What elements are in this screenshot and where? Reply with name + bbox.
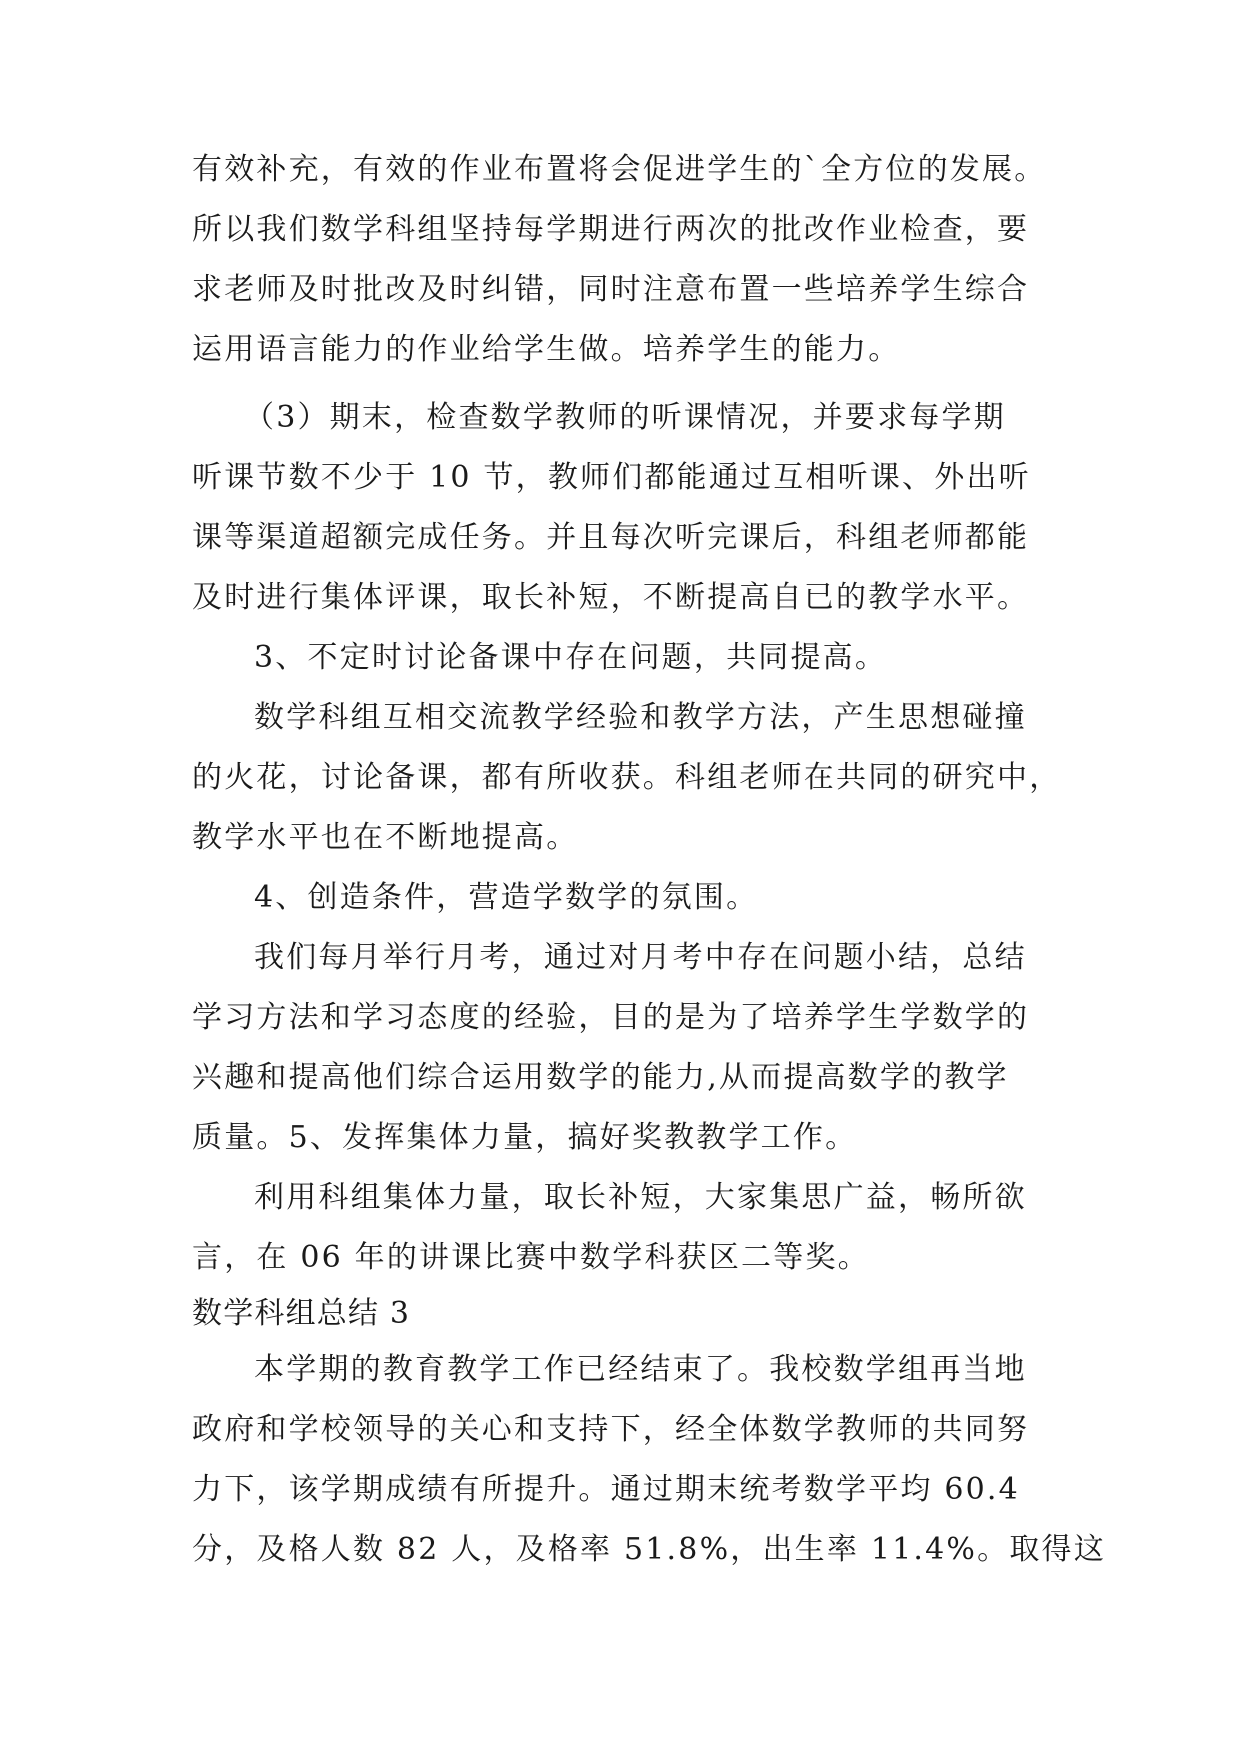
- paragraph-line: 4、创造条件，营造学数学的氛围。: [254, 880, 759, 915]
- paragraph-line: 政府和学校领导的关心和支持下，经全体数学教师的共同努: [192, 1412, 1030, 1447]
- paragraph-line: （3）期末，检查数学教师的听课情况，并要求每学期: [244, 400, 1006, 435]
- paragraph-line: 质量。5、发挥集体力量，搞好奖教教学工作。: [192, 1120, 858, 1155]
- paragraph-line: 学习方法和学习态度的经验，目的是为了培养学生学数学的: [192, 1000, 1030, 1035]
- paragraph-line: 教学水平也在不断地提高。: [192, 820, 579, 855]
- paragraph-line: 分，及格人数 82 人，及格率 51.8%，出生率 11.4%。取得这: [192, 1532, 1106, 1567]
- paragraph-line: 有效补充，有效的作业布置将会促进学生的`全方位的发展。: [192, 152, 1047, 187]
- paragraph-line: 数学科组互相交流教学经验和教学方法，产生思想碰撞: [254, 700, 1027, 735]
- paragraph-line: 我们每月举行月考，通过对月考中存在问题小结，总结: [254, 940, 1027, 975]
- paragraph-line: 本学期的教育教学工作已经结束了。我校数学组再当地: [254, 1352, 1027, 1387]
- paragraph-line: 课等渠道超额完成任务。并且每次听完课后，科组老师都能: [192, 520, 1030, 555]
- paragraph-line: 利用科组集体力量，取长补短，大家集思广益，畅所欲: [254, 1180, 1027, 1215]
- paragraph-line: 所以我们数学科组坚持每学期进行两次的批改作业检查，要: [192, 212, 1030, 247]
- paragraph-line: 的火花，讨论备课，都有所收获。科组老师在共同的研究中，: [192, 760, 1062, 795]
- paragraph-line: 及时进行集体评课，取长补短，不断提高自已的教学水平。: [192, 580, 1030, 615]
- section-heading: 数学科组总结 3: [192, 1296, 411, 1331]
- paragraph-line: 运用语言能力的作业给学生做。培养学生的能力。: [192, 332, 901, 367]
- paragraph-line: 力下，该学期成绩有所提升。通过期末统考数学平均 60.4: [192, 1472, 1020, 1507]
- paragraph-line: 兴趣和提高他们综合运用数学的能力,从而提高数学的教学: [192, 1060, 1009, 1095]
- paragraph-line: 3、不定时讨论备课中存在问题，共同提高。: [254, 640, 888, 675]
- paragraph-line: 求老师及时批改及时纠错，同时注意布置一些培养学生综合: [192, 272, 1030, 307]
- paragraph-line: 言，在 06 年的讲课比赛中数学科获区二等奖。: [192, 1240, 870, 1275]
- paragraph-line: 听课节数不少于 10 节，教师们都能通过互相听课、外出听: [192, 460, 1031, 495]
